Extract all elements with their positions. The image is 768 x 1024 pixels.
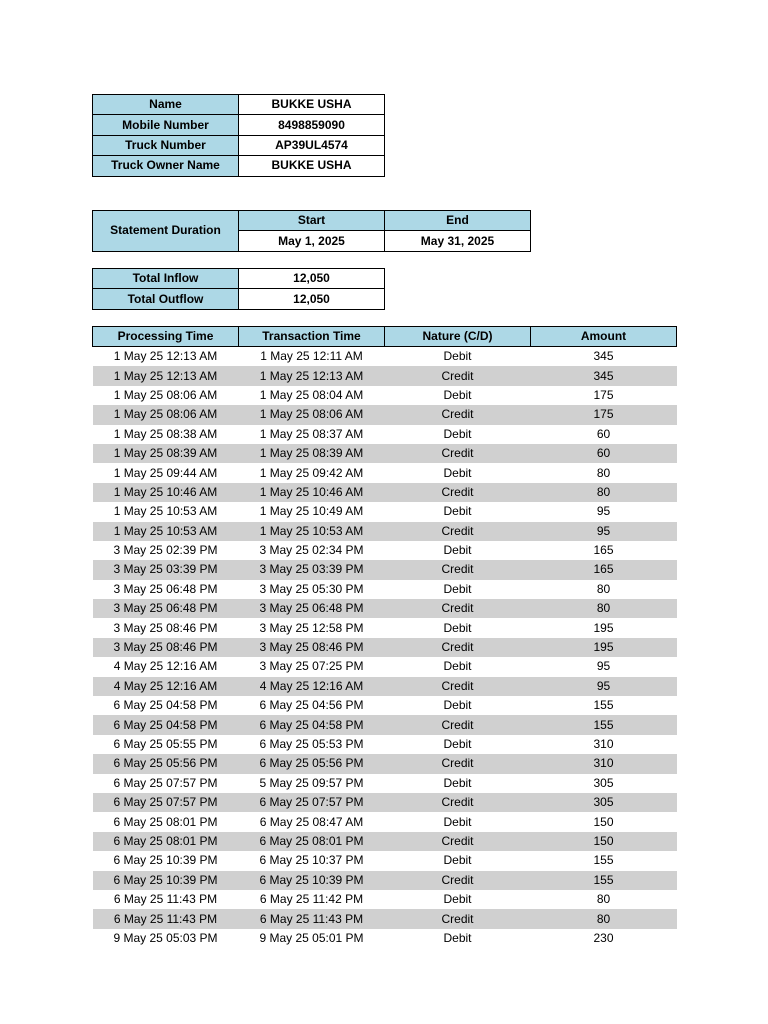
transaction-time-cell: 4 May 25 12:16 AM [239, 677, 385, 696]
transaction-time-cell: 6 May 25 05:56 PM [239, 754, 385, 773]
nature-cell: Debit [443, 853, 472, 868]
processing-time-cell: 6 May 25 05:55 PM [113, 737, 218, 751]
profile-table [92, 94, 385, 177]
transaction-time-cell: 1 May 25 08:06 AM [239, 405, 385, 424]
table-row [93, 909, 677, 928]
table-row [93, 890, 677, 909]
start-header: Start [239, 211, 385, 231]
start-date: May 1, 2025 [239, 231, 385, 251]
transaction-time-cell: 5 May 25 09:57 PM [259, 775, 364, 790]
nature-cell: Credit [385, 483, 531, 502]
table-row [93, 851, 677, 870]
nature-cell: Debit [443, 814, 472, 829]
processing-time-cell: 6 May 25 07:57 PM [113, 775, 218, 790]
processing-time-cell: 1 May 25 10:46 AM [93, 483, 239, 502]
truck-number-label: Truck Number [93, 135, 239, 155]
table-row [93, 580, 677, 599]
amount-cell: 345 [593, 349, 614, 364]
total-inflow-value: 12,050 [239, 269, 385, 289]
header-transaction-time: Transaction Time [239, 327, 385, 347]
table-row [93, 405, 677, 424]
owner-name-label: Truck Owner Name [93, 156, 239, 176]
owner-name-value: BUKKE USHA [239, 156, 385, 176]
processing-time-cell: 1 May 25 10:53 AM [113, 504, 218, 519]
amount-cell: 80 [531, 909, 677, 928]
nature-cell: Credit [385, 405, 531, 424]
table-row [93, 638, 677, 657]
nature-cell: Debit [443, 426, 472, 441]
nature-cell: Credit [385, 715, 531, 734]
table-row [93, 522, 677, 541]
transactions-body [93, 347, 677, 949]
transactions-table [92, 326, 677, 948]
table-row [93, 677, 677, 696]
processing-time-cell: 4 May 25 12:16 AM [93, 677, 239, 696]
amount-cell: 80 [596, 892, 611, 907]
table-row [93, 502, 677, 521]
nature-cell: Credit [385, 871, 531, 890]
transaction-time-cell: 3 May 25 03:39 PM [239, 560, 385, 579]
processing-time-cell: 3 May 25 08:46 PM [113, 620, 218, 635]
table-row [93, 463, 677, 482]
nature-cell: Debit [443, 698, 472, 713]
table-row [93, 599, 677, 618]
processing-time-cell: 3 May 25 06:48 PM [93, 599, 239, 618]
processing-time-cell: 6 May 25 11:43 PM [113, 892, 218, 907]
processing-time-cell: 1 May 25 12:13 AM [93, 366, 239, 385]
processing-time-cell: 1 May 25 08:06 AM [93, 405, 239, 424]
processing-time-cell: 1 May 25 08:38 AM [113, 426, 218, 441]
header-nature: Nature (C/D) [385, 327, 531, 347]
transaction-time-cell: 3 May 25 12:58 PM [259, 620, 364, 635]
nature-cell: Credit [385, 560, 531, 579]
table-row [93, 618, 677, 637]
table-row [93, 657, 677, 676]
amount-cell: 80 [596, 465, 611, 480]
amount-cell: 155 [593, 698, 614, 713]
table-row [93, 444, 677, 463]
amount-cell: 310 [531, 754, 677, 773]
end-date: May 31, 2025 [385, 231, 531, 251]
table-row [93, 483, 677, 502]
transaction-time-cell: 3 May 25 07:25 PM [259, 659, 364, 674]
amount-cell: 150 [531, 832, 677, 851]
amount-cell: 60 [596, 426, 611, 441]
nature-cell: Debit [443, 775, 472, 790]
transaction-time-cell: 1 May 25 12:13 AM [239, 366, 385, 385]
amount-cell: 80 [531, 483, 677, 502]
table-row [93, 929, 677, 948]
amount-cell: 150 [593, 814, 614, 829]
amount-cell: 345 [531, 366, 677, 385]
transaction-time-cell: 6 May 25 11:42 PM [259, 892, 364, 907]
amount-cell: 95 [531, 522, 677, 541]
header-processing-time: Processing Time [93, 327, 239, 347]
transaction-time-cell: 3 May 25 06:48 PM [239, 599, 385, 618]
nature-cell: Credit [385, 832, 531, 851]
amount-cell: 165 [531, 560, 677, 579]
end-header: End [385, 211, 531, 231]
transaction-time-cell: 6 May 25 04:58 PM [239, 715, 385, 734]
processing-time-cell: 6 May 25 05:56 PM [93, 754, 239, 773]
amount-cell: 195 [593, 620, 614, 635]
header-amount: Amount [531, 327, 677, 347]
profile-row-truck [93, 135, 385, 155]
profile-row-name [93, 95, 385, 115]
profile-row-mobile [93, 115, 385, 135]
transaction-time-cell: 1 May 25 10:53 AM [239, 522, 385, 541]
table-row [93, 425, 677, 444]
processing-time-cell: 1 May 25 12:13 AM [113, 349, 218, 364]
nature-cell: Debit [443, 387, 472, 402]
processing-time-cell: 6 May 25 04:58 PM [93, 715, 239, 734]
table-row [93, 541, 677, 560]
processing-time-cell: 6 May 25 11:43 PM [93, 909, 239, 928]
nature-cell: Debit [443, 504, 472, 519]
nature-cell: Debit [443, 659, 472, 674]
table-row [93, 793, 677, 812]
processing-time-cell: 3 May 25 02:39 PM [113, 543, 218, 558]
amount-cell: 175 [531, 405, 677, 424]
amount-cell: 95 [596, 659, 611, 674]
name-value: BUKKE USHA [239, 95, 385, 115]
processing-time-cell: 6 May 25 08:01 PM [113, 814, 218, 829]
table-row [93, 366, 677, 385]
totals-table [92, 268, 385, 310]
transaction-time-cell: 3 May 25 08:46 PM [239, 638, 385, 657]
amount-cell: 60 [531, 444, 677, 463]
table-row [93, 774, 677, 793]
processing-time-cell: 3 May 25 06:48 PM [113, 581, 218, 596]
nature-cell: Debit [443, 465, 472, 480]
table-row [93, 871, 677, 890]
statement-duration-table [92, 210, 531, 252]
statement-duration-label: Statement Duration [93, 211, 239, 252]
nature-cell: Credit [385, 599, 531, 618]
transaction-time-cell: 1 May 25 08:04 AM [259, 387, 364, 402]
amount-cell: 305 [593, 775, 614, 790]
processing-time-cell: 1 May 25 09:44 AM [113, 465, 218, 480]
processing-time-cell: 3 May 25 08:46 PM [93, 638, 239, 657]
processing-time-cell: 1 May 25 10:53 AM [93, 522, 239, 541]
nature-cell: Credit [385, 522, 531, 541]
table-row [93, 812, 677, 831]
nature-cell: Debit [443, 581, 472, 596]
transaction-time-cell: 6 May 25 05:53 PM [259, 737, 364, 751]
table-row [93, 832, 677, 851]
transaction-time-cell: 9 May 25 05:01 PM [259, 930, 364, 945]
nature-cell: Debit [443, 620, 472, 635]
processing-time-cell: 6 May 25 08:01 PM [93, 832, 239, 851]
nature-cell: Debit [443, 930, 472, 945]
transaction-time-cell: 1 May 25 08:39 AM [239, 444, 385, 463]
name-label: Name [93, 95, 239, 115]
nature-cell: Debit [443, 892, 472, 907]
nature-cell: Credit [385, 754, 531, 773]
transaction-time-cell: 6 May 25 11:43 PM [239, 909, 385, 928]
transaction-time-cell: 3 May 25 05:30 PM [259, 581, 364, 596]
amount-cell: 95 [596, 504, 611, 519]
truck-number-value: AP39UL4574 [239, 135, 385, 155]
total-outflow-label: Total Outflow [93, 289, 239, 309]
nature-cell: Credit [385, 638, 531, 657]
transaction-time-cell: 6 May 25 10:39 PM [239, 871, 385, 890]
transaction-time-cell: 3 May 25 02:34 PM [259, 543, 364, 558]
transaction-time-cell: 6 May 25 07:57 PM [239, 793, 385, 812]
amount-cell: 195 [531, 638, 677, 657]
amount-cell: 230 [593, 930, 614, 945]
table-row [93, 560, 677, 579]
nature-cell: Debit [443, 543, 472, 558]
processing-time-cell: 1 May 25 08:39 AM [93, 444, 239, 463]
nature-cell: Credit [385, 793, 531, 812]
processing-time-cell: 3 May 25 03:39 PM [93, 560, 239, 579]
table-row [93, 347, 677, 367]
amount-cell: 155 [531, 871, 677, 890]
amount-cell: 165 [593, 543, 614, 558]
amount-cell: 310 [593, 737, 614, 751]
amount-cell: 95 [531, 677, 677, 696]
transaction-time-cell: 6 May 25 04:56 PM [259, 698, 364, 713]
transaction-time-cell: 1 May 25 10:49 AM [259, 504, 364, 519]
nature-cell: Credit [385, 677, 531, 696]
amount-cell: 80 [531, 599, 677, 618]
total-outflow-value: 12,050 [239, 289, 385, 309]
nature-cell: Credit [385, 366, 531, 385]
amount-cell: 155 [593, 853, 614, 868]
transaction-time-cell: 6 May 25 10:37 PM [259, 853, 364, 868]
mobile-value: 8498859090 [239, 115, 385, 135]
table-row [93, 696, 677, 715]
processing-time-cell: 6 May 25 10:39 PM [93, 871, 239, 890]
total-inflow-label: Total Inflow [93, 269, 239, 289]
processing-time-cell: 4 May 25 12:16 AM [113, 659, 218, 674]
amount-cell: 175 [593, 387, 614, 402]
transaction-time-cell: 1 May 25 12:11 AM [260, 349, 363, 364]
transaction-time-cell: 6 May 25 08:47 AM [259, 814, 364, 829]
processing-time-cell: 6 May 25 04:58 PM [113, 698, 218, 713]
transaction-time-cell: 1 May 25 08:37 AM [259, 426, 364, 441]
processing-time-cell: 6 May 25 10:39 PM [113, 853, 218, 868]
table-row [93, 735, 677, 754]
transaction-time-cell: 6 May 25 08:01 PM [239, 832, 385, 851]
profile-row-owner [93, 156, 385, 176]
transaction-time-cell: 1 May 25 10:46 AM [239, 483, 385, 502]
mobile-label: Mobile Number [93, 115, 239, 135]
nature-cell: Debit [443, 737, 472, 751]
nature-cell: Credit [385, 444, 531, 463]
table-row [93, 715, 677, 734]
amount-cell: 80 [596, 581, 611, 596]
processing-time-cell: 9 May 25 05:03 PM [113, 930, 218, 945]
transaction-time-cell: 1 May 25 09:42 AM [259, 465, 364, 480]
processing-time-cell: 6 May 25 07:57 PM [93, 793, 239, 812]
table-row [93, 754, 677, 773]
amount-cell: 155 [531, 715, 677, 734]
nature-cell: Credit [385, 909, 531, 928]
amount-cell: 305 [531, 793, 677, 812]
table-row [93, 386, 677, 405]
nature-cell: Debit [443, 349, 472, 364]
transactions-header-row [93, 327, 677, 347]
processing-time-cell: 1 May 25 08:06 AM [113, 387, 218, 402]
